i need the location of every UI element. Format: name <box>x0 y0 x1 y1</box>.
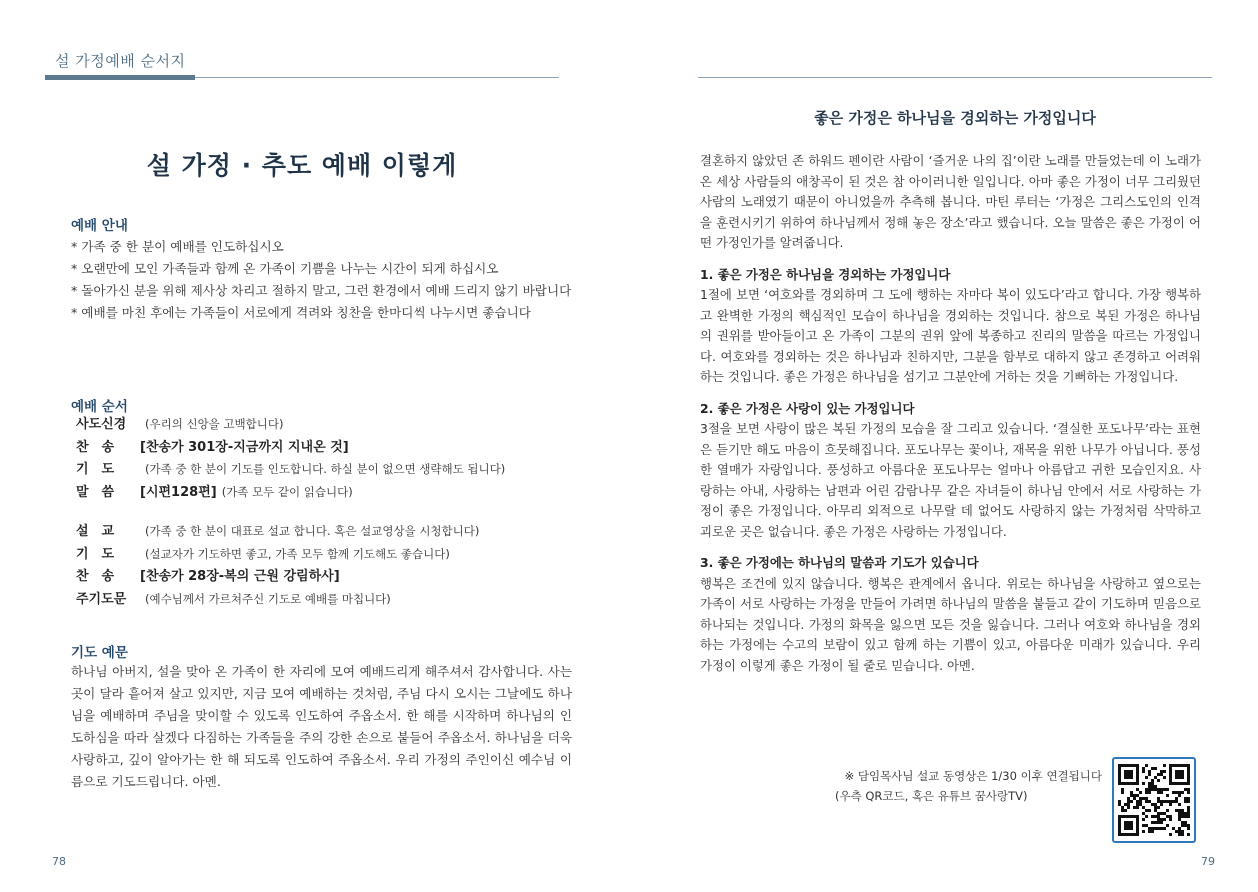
order-row <box>76 458 581 481</box>
order-label: 주기도문 <box>76 591 127 607</box>
guide-item: * 가족 중 한 분이 예배를 인도하십시오 <box>71 239 284 254</box>
point-heading: 1. 좋은 가정은 하나님을 경외하는 가정입니다 <box>700 266 951 282</box>
order-note: (예수님께서 가르쳐주신 기도로 예배를 마칩니다) <box>145 591 391 606</box>
order-row <box>76 588 581 611</box>
order-row <box>76 543 581 566</box>
sermon-title: 좋은 가정은 하나님을 경외하는 가정입니다 <box>814 109 1096 127</box>
order-note: (설교자가 기도하면 좋고, 가족 모두 함께 기도해도 좋습니다) <box>145 546 450 561</box>
order-label: 기 도 <box>76 462 115 477</box>
qr-code-icon[interactable] <box>1112 757 1196 843</box>
running-header: 설 가정예배 순서지 <box>55 52 186 70</box>
order-note: (우리의 신앙을 고백합니다) <box>145 417 284 431</box>
guide-item: * 예배를 마친 후에는 가족들이 서로에게 격려와 칭찬을 한마디씩 나누시면 좋습니다 <box>71 305 531 320</box>
right-page <box>629 0 1258 892</box>
point-text: 1절에 보면 ‘여호와를 경외하며 그 도에 행하는 자마다 복이 있도다’라고 합니다. 가장 행복하고 완벽한 가정의 핵심적인 모습이 하나님을 경외하는 것입니다. 참으로 복된 가정은 하나님의 권위를 받아들이고 온 가족이 그분의 권위 앞에 복종하고 진리의 말씀을 따르는 가정입니다. 여호와를 경외하는 것은 하나님과 친하지만, 그분을 함부로 대하지 않고 존경하고 어려워하는 것입니다. 좋은 가정은 하나님을 섬기고 그분안에 거하는 것을 기뻐하는 가정입니다. <box>700 287 1201 384</box>
header-rule <box>698 77 1212 78</box>
point-text: 행복은 조건에 있지 않습니다. 행복은 관계에서 옵니다. 위로는 하나님을 사랑하고 옆으로는 가족이 서로 사랑하는 가정을 만들어 가려면 하나님의 말씀을 붙들고 같이 기도하며 믿음으로 하나되는 것입니다. 가정의 화목을 잃으면 모든 것을 잃습니다. 그러나 여호와 하나님을 경외하는 가정에는 수고의 보람이 있고 함께 하는 기쁨이 있고, 아름다운 미래가 있습니다. 우리 가정이 이렇게 좋은 가정이 될 줄로 믿습니다. 아멘. <box>700 575 1201 673</box>
order-heading: 예배 순서 <box>71 399 128 415</box>
guide-item: * 오랜만에 모인 가족들과 함께 온 가족이 기쁨을 나누는 시간이 되게 하십시오 <box>71 261 499 276</box>
order-label: 찬 송 <box>76 439 115 455</box>
guide-item: * 돌아가신 분을 위해 제사상 차리고 절하지 말고, 그런 환경에서 예배 드리지 않기 바랍니다 <box>71 283 572 298</box>
video-note-line: (우측 QR코드, 혹은 유튜브 꿈사랑TV) <box>835 789 1028 803</box>
order-note: (가족 중 한 분이 대표로 설교 합니다. 혹은 설교영상을 시청합니다) <box>145 524 480 538</box>
order-main: [시편128편] <box>140 484 217 500</box>
order-row <box>76 481 581 504</box>
sermon-intro: 결혼하지 않았던 존 하워드 펜이란 사람이 ‘즐거운 나의 집’이란 노래를 만들었는데 이 노래가 온 세상 사람들의 애창곡이 된 것은 참 아이러니한 일입니다. 아마 좋은 가정이 너무 그리웠던 사람의 노래였기 때문이 아니었을까 추측해 봅니다. 마틴 루터는 ‘가정은 그리스도인의 인격을 훈련시키기 위하여 하나님께서 정해 놓은 장소’라고 했습니다. 오늘 말씀은 좋은 가정이 어떤 가정인가를 알려줍니다. <box>700 153 1201 250</box>
order-list <box>76 413 581 610</box>
order-label: 말 씀 <box>76 484 115 500</box>
page-number: 79 <box>1201 855 1215 868</box>
prayer-text: 하나님 아버지, 설을 맞아 온 가족이 한 자리에 모여 예배드리게 해주셔서 감사합니다. 사는 곳이 달라 흩어져 살고 있지만, 지금 모여 예배하는 것처럼, 주님 다시 오시는 그날에도 하나님을 예배하며 주님을 맞이할 수 있도록 인도하여 주옵소서. 한 해를 시작하며 하나님의 인도하심을 따라 살겠다 다짐하는 가족들을 주의 강한 손으로 붙들어 주옵소서. 하나님을 더욱 사랑하고, 깊이 알아가는 한 해 되도록 인도하여 주옵소서. 우리 가정의 주인이신 예수님 이름으로 기도드립니다. 아멘. <box>71 664 572 789</box>
point-heading: 3. 좋은 가정에는 하나님의 말씀과 기도가 있습니다 <box>700 555 979 570</box>
order-label: 기 도 <box>76 546 115 562</box>
guide-list <box>71 236 576 324</box>
page-title: 설 가정 · 추도 예배 이렇게 <box>146 151 458 180</box>
video-note-line: ※ 담임목사님 설교 동영상은 1/30 이후 연결됩니다 <box>844 769 1102 783</box>
page-number: 78 <box>52 855 66 868</box>
order-label: 찬 송 <box>76 569 115 584</box>
order-note: (가족 모두 같이 읽습니다) <box>221 484 353 499</box>
point-text: 3절을 보면 사랑이 많은 복된 가정의 모습을 잘 그리고 있습니다. ‘결실한 포도나무’라는 표현은 듣기만 해도 마음이 흐뭇해집니다. 포도나무는 꽃이나, 재목을 위한 나무가 아닙니다. 풍성한 열매가 자랑입니다. 풍성하고 아름다운 포도나무는 얼마나 아름답고 귀한 모습인지요. 사랑하는 아내, 사랑하는 남편과 어린 감람나무 같은 자녀들이 하나님 안에서 서로 사랑하는 가정이 좋은 가정입니다. 아무리 외적으로 나무랄 데 없어도 사랑하지 않는 가정처럼 삭막하고 괴로운 곳은 없습니다. 좋은 가정은 사랑하는 가정입니다. <box>700 421 1201 539</box>
guide-heading: 예배 안내 <box>71 218 128 234</box>
order-spacer <box>76 503 581 520</box>
header-rule-accent <box>45 75 195 80</box>
order-row <box>76 436 581 459</box>
order-label: 사도신경 <box>76 417 127 432</box>
point-heading: 2. 좋은 가정은 사랑이 있는 가정입니다 <box>700 400 915 416</box>
prayer-heading: 기도 예문 <box>71 645 128 661</box>
video-note <box>812 766 1102 806</box>
order-row <box>76 565 581 588</box>
sermon-body <box>700 151 1201 687</box>
order-main: [찬송가 301장-지금까지 지내온 것] <box>140 439 349 455</box>
order-row <box>76 520 581 543</box>
order-row <box>76 413 581 436</box>
order-note: (가족 중 한 분이 기도를 인도합니다. 하실 분이 없으면 생략해도 됩니다) <box>145 462 506 476</box>
order-label: 설 교 <box>76 524 115 539</box>
qr-code-graphic <box>1118 764 1190 836</box>
order-main: [찬송가 28장-복의 근원 강림하사] <box>140 569 340 584</box>
